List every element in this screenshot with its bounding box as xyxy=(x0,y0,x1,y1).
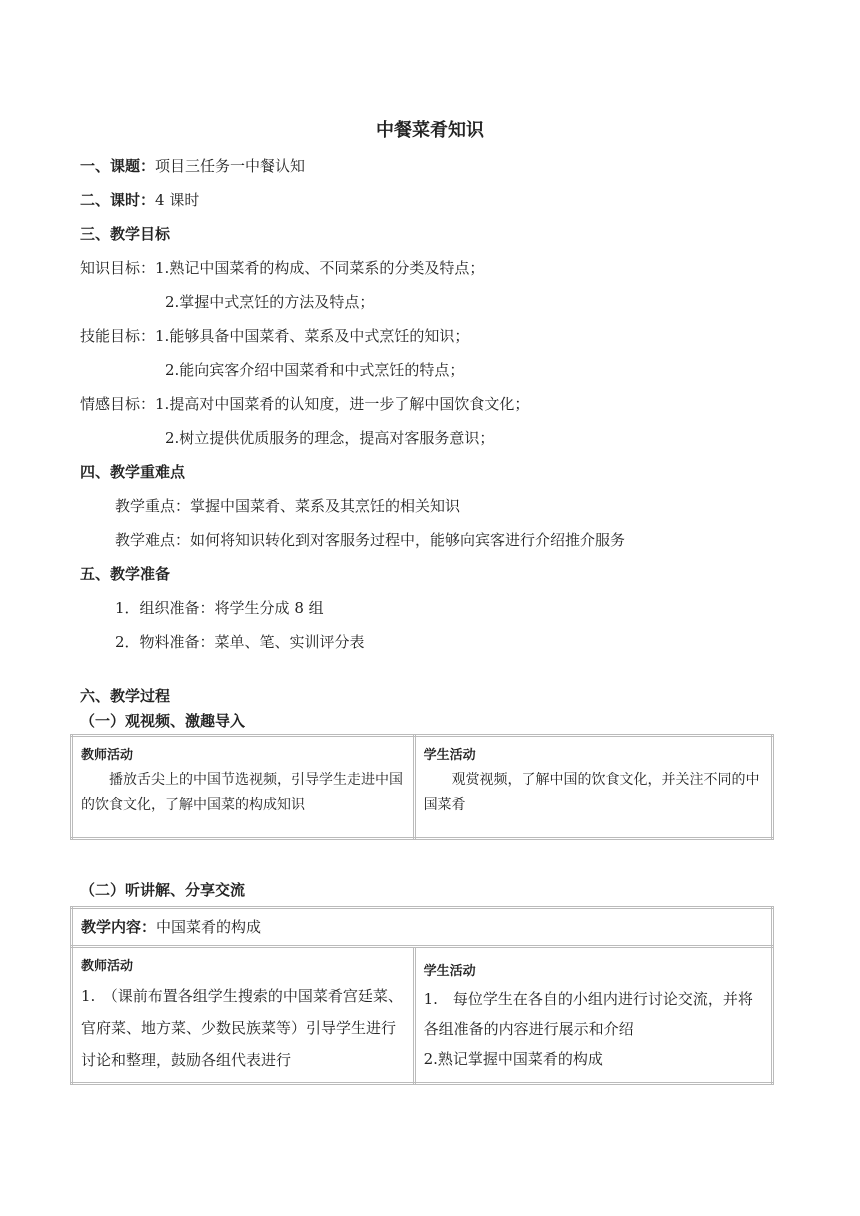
emotion-objective-1 xyxy=(80,394,529,414)
section2-table xyxy=(70,906,774,1085)
emotion-item-2: 2.树立提供优质服务的理念，提高对客服务意识； xyxy=(165,429,495,447)
section1-heading: （一）观视频、激趣导入 xyxy=(80,712,246,730)
table-row xyxy=(72,736,773,839)
section1-table xyxy=(70,734,774,840)
table-row xyxy=(72,947,773,1084)
section2-student-text-2: 2.熟记掌握中国菜肴的构成 xyxy=(423,1050,603,1068)
section2-teacher-label: 教师活动 xyxy=(81,959,134,974)
preparation-item-1: 1．组织准备：将学生分成 8 组 xyxy=(115,599,324,617)
knowledge-objective-1 xyxy=(80,258,484,278)
section2-content-cell xyxy=(72,908,773,947)
teaching-difficulty: 教学难点：如何将知识转化到对客服务过程中，能够向宾客进行介绍推介服务 xyxy=(115,531,626,549)
skill-item-1: 1.能够具备中国菜肴、菜系及中式烹饪的知识； xyxy=(155,327,470,345)
section2-heading: （二）听讲解、分享交流 xyxy=(80,881,246,899)
knowledge-label: 知识目标： xyxy=(80,259,156,277)
skill-objective-1 xyxy=(80,326,469,346)
section2-student-cell xyxy=(414,947,772,1084)
section1-teacher-label: 教师活动 xyxy=(81,748,134,763)
section2-student-text-1: 1. 每位学生在各自的小组内进行讨论交流，并将各组准备的内容进行展示和介绍 xyxy=(423,990,753,1038)
hours-label: 二、课时： xyxy=(80,191,156,209)
topic-line xyxy=(80,156,305,176)
process-heading: 六、教学过程 xyxy=(80,687,171,705)
preparation-item-2: 2．物料准备：菜单、笔、实训评分表 xyxy=(115,633,365,651)
section1-teacher-cell xyxy=(72,736,415,839)
key-points-heading: 四、教学重难点 xyxy=(80,463,186,481)
knowledge-item-2: 2.掌握中式烹饪的方法及特点； xyxy=(165,293,375,311)
topic-value: 项目三任务一中餐认知 xyxy=(155,157,306,175)
table-row xyxy=(72,908,773,947)
preparation-heading: 五、教学准备 xyxy=(80,565,171,583)
topic-label: 一、课题： xyxy=(80,157,156,175)
skill-item-2: 2.能向宾客介绍中国菜肴和中式烹饪的特点； xyxy=(165,361,465,379)
document-title: 中餐菜肴知识 xyxy=(376,120,484,141)
knowledge-item-1: 1.熟记中国菜肴的构成、不同菜系的分类及特点； xyxy=(155,259,485,277)
section2-content-label: 教学内容： xyxy=(81,918,157,936)
section1-teacher-text: 播放舌尖上的中国节选视频，引导学生走进中国的饮食文化，了解中国菜的构成知识 xyxy=(81,772,403,813)
skill-label: 技能目标： xyxy=(80,327,156,345)
section2-teacher-cell xyxy=(72,947,415,1084)
section1-student-label: 学生活动 xyxy=(423,748,476,763)
emotion-item-1: 1.提高对中国菜肴的认知度，进一步了解中国饮食文化； xyxy=(155,395,530,413)
hours-value: 4 课时 xyxy=(155,191,200,209)
section1-student-text: 观赏视频，了解中国的饮食文化，并关注不同的中国菜肴 xyxy=(423,772,760,813)
section1-student-cell xyxy=(414,736,772,839)
hours-line xyxy=(80,190,199,210)
teaching-focus: 教学重点：掌握中国菜肴、菜系及其烹饪的相关知识 xyxy=(115,497,461,515)
section2-student-label: 学生活动 xyxy=(423,964,476,979)
emotion-label: 情感目标： xyxy=(80,395,156,413)
objectives-heading: 三、教学目标 xyxy=(80,225,171,243)
section2-content-value: 中国菜肴的构成 xyxy=(156,918,262,936)
section2-teacher-text: 1. （课前布置各组学生搜索的中国菜肴宫廷菜、官府菜、地方菜、少数民族菜等）引导学生进行讨论和整理，鼓励各组代表进行 xyxy=(81,987,403,1069)
